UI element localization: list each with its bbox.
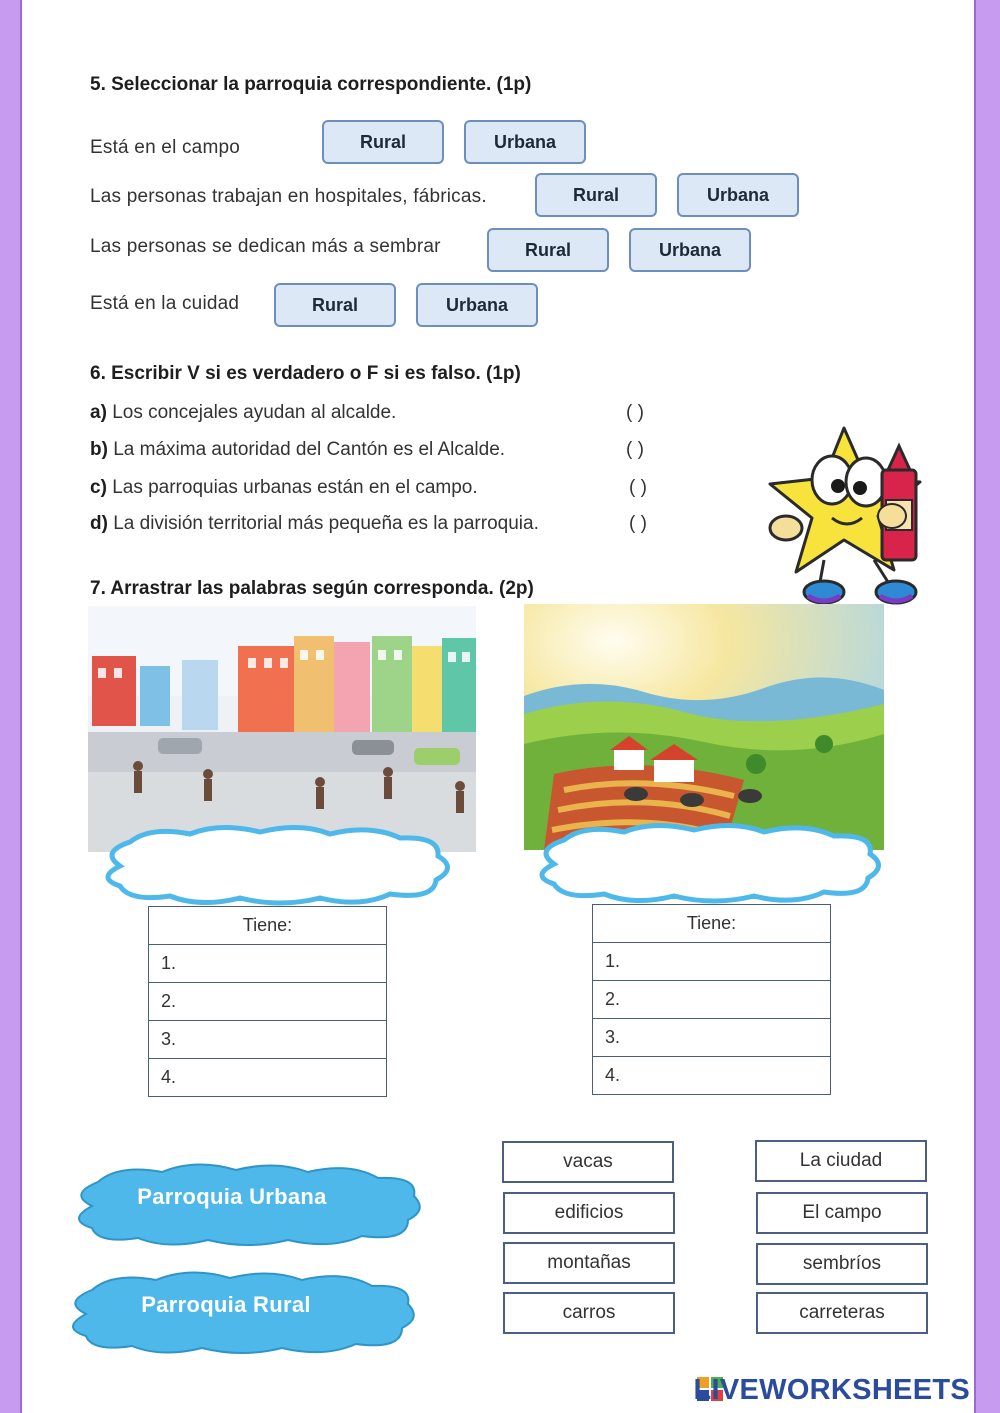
page-border-left [0,0,20,1413]
q5-statement-2: Las personas trabajan en hospitales, fábricas. [90,186,487,207]
q6-item-c [90,477,478,499]
q5-statement-3: Las personas se dedican más a sembrar [90,236,441,257]
table-row[interactable]: 4. [593,1057,831,1095]
q5-row4-rural-button[interactable]: Rural [274,283,396,327]
q5-row4-urbana-button[interactable]: Urbana [416,283,538,327]
q5-row2-urbana-button[interactable]: Urbana [677,173,799,217]
word-vacas[interactable]: vacas [502,1141,674,1183]
word-sembrios[interactable]: sembríos [756,1243,928,1285]
parroquia-urbana-label: Parroquia Urbana [137,1184,327,1209]
parroquia-rural-draggable-cloud[interactable] [56,1266,422,1358]
q6-item-b [90,439,505,461]
table-header: Tiene: [593,905,831,943]
q6-item-d-letter: d) [90,513,108,534]
q5-row3-rural-button[interactable]: Rural [487,228,609,272]
table-row[interactable]: 4. [149,1059,387,1097]
word-montanas[interactable]: montañas [503,1242,675,1284]
word-carreteras[interactable]: carreteras [756,1292,928,1334]
word-la-ciudad[interactable]: La ciudad [755,1140,927,1182]
city-drop-cloud[interactable] [90,822,460,908]
word-edificios[interactable]: edificios [503,1192,675,1234]
page-border-right [976,0,1000,1413]
q6-item-b-letter: b) [90,439,108,460]
countryside-image [524,604,884,850]
page-border-right-line [974,0,976,1413]
q5-row3-urbana-button[interactable]: Urbana [629,228,751,272]
country-tiene-table [592,904,831,1095]
q7-heading: 7. Arrastrar las palabras según corresponda. (2p) [90,578,534,599]
city-tiene-table [148,906,387,1097]
q6-answer-d[interactable]: ( ) [629,513,647,534]
table-row[interactable]: 2. [593,981,831,1019]
star-mascot-illustration [762,420,952,610]
table-row[interactable]: 1. [593,943,831,981]
q5-heading: 5. Seleccionar la parroquia correspondiente. (1p) [90,74,532,95]
q5-row2-rural-button[interactable]: Rural [535,173,657,217]
q6-heading: 6. Escribir V si es verdadero o F si es falso. (1p) [90,363,521,384]
table-row[interactable]: 2. [149,983,387,1021]
q6-answer-a[interactable]: ( ) [626,402,644,423]
q6-answer-b[interactable]: ( ) [626,439,644,460]
parroquia-urbana-draggable-cloud[interactable] [62,1158,428,1250]
page-border-left-line [20,0,22,1413]
liveworksheets-brand: LIVEWORKSHEETS [693,1374,970,1406]
q5-row1-rural-button[interactable]: Rural [322,120,444,164]
q6-item-b-text: La máxima autoridad del Cantón es el Alcalde. [113,439,506,460]
q6-item-d [90,513,539,535]
q6-item-d-text: La división territorial más pequeña es la parroquia. [113,513,539,534]
table-row[interactable]: 1. [149,945,387,983]
q6-item-c-text: Las parroquias urbanas están en el campo. [112,477,478,498]
parroquia-rural-label: Parroquia Rural [141,1292,311,1317]
word-carros[interactable]: carros [503,1292,675,1334]
q6-item-a-text: Los concejales ayudan al alcalde. [112,402,397,423]
table-header: Tiene: [149,907,387,945]
country-drop-cloud[interactable] [524,820,890,906]
table-row[interactable]: 3. [149,1021,387,1059]
q6-item-a [90,402,396,424]
city-image [88,606,476,852]
q5-statement-4: Está en la cuidad [90,293,240,314]
word-el-campo[interactable]: El campo [756,1192,928,1234]
table-row[interactable]: 3. [593,1019,831,1057]
q6-item-c-letter: c) [90,477,107,498]
q5-row1-urbana-button[interactable]: Urbana [464,120,586,164]
q6-item-a-letter: a) [90,402,107,423]
q6-answer-c[interactable]: ( ) [629,477,647,498]
q5-statement-1: Está en el campo [90,137,241,158]
